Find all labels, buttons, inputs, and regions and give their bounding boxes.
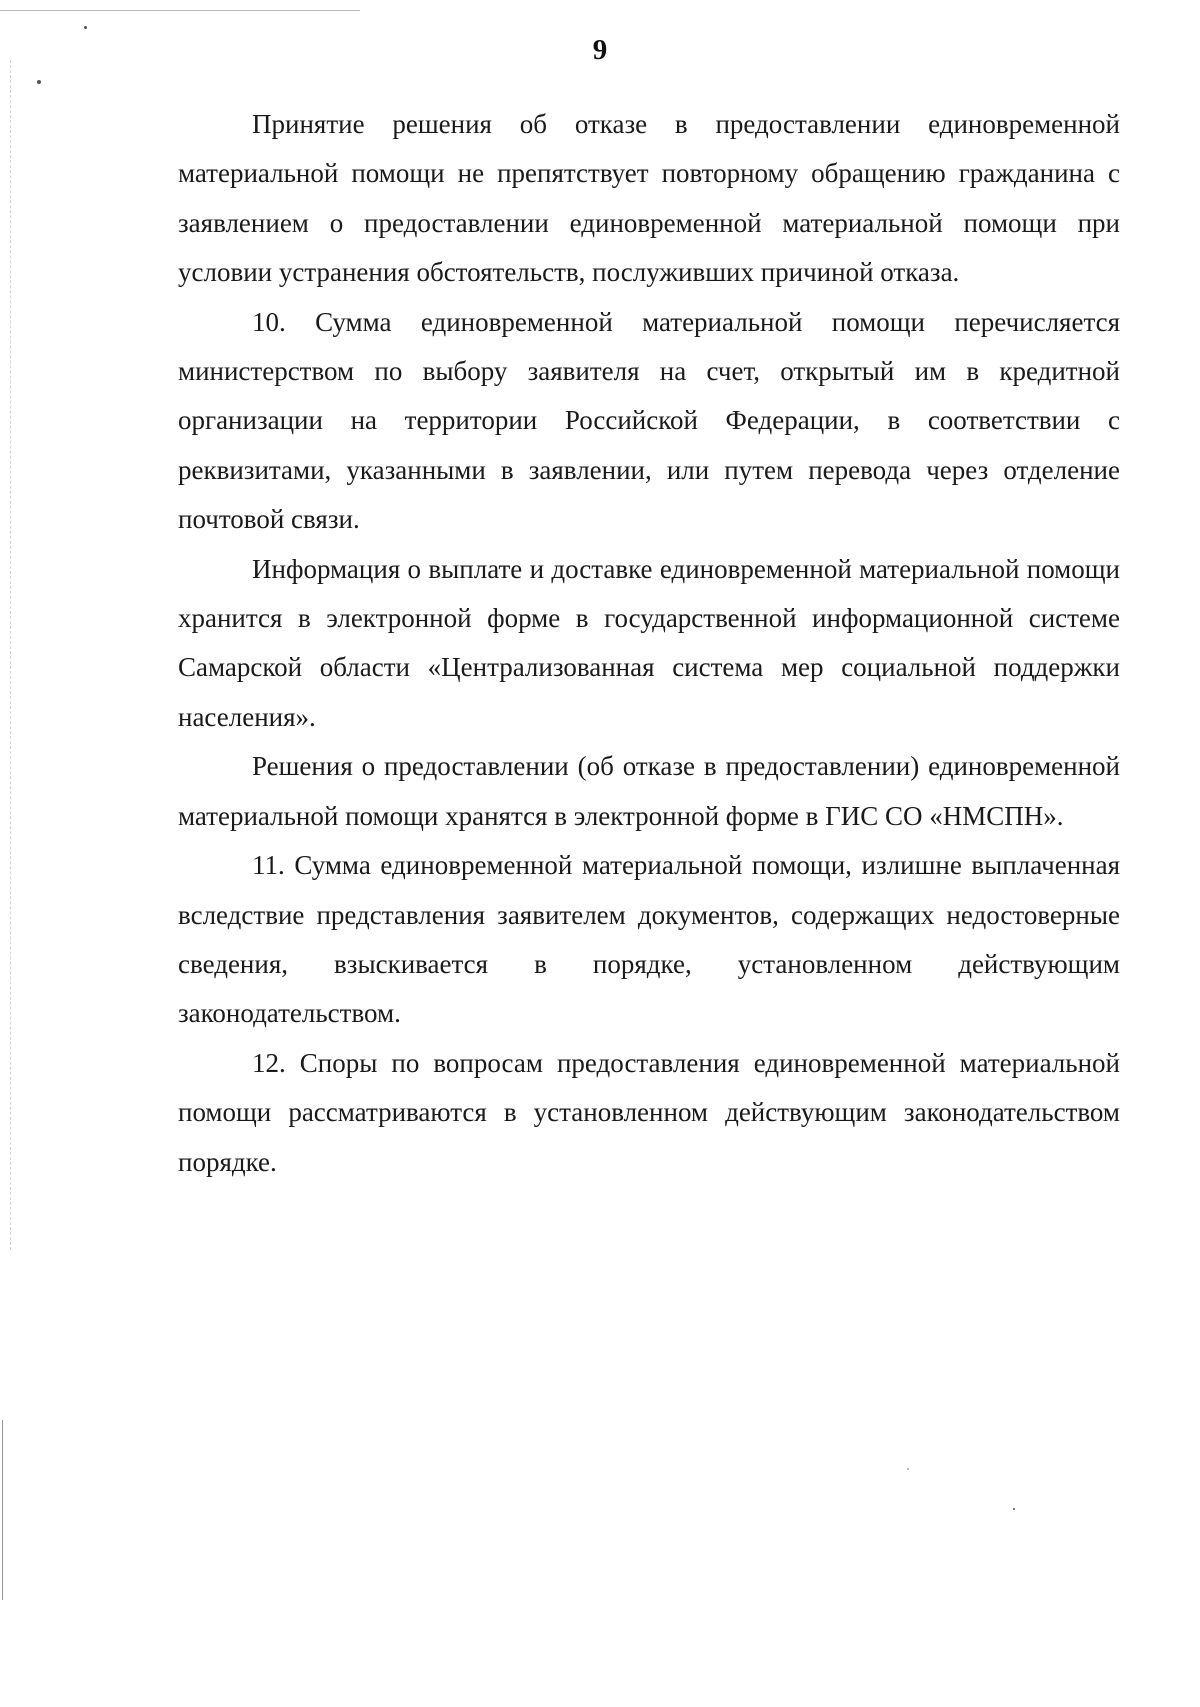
page-number: 9 (592, 34, 608, 66)
scan-speck (1013, 1508, 1015, 1510)
paragraph-11-overpayment-recovery: 11. Сумма единовременной материальной помощи, излишне выплаченная вследствие представления заявителем документов, содержащих недостоверные сведения, взыскивается в порядке, установленном действующим законодательством. (178, 850, 1120, 1029)
paragraph-payment-information-storage: Информация о выплате и доставке единовременной материальной помощи хранится в электронной форме в государственной информационной системе Самарской области «Централизованная система мер социальной поддержки населения». (178, 553, 1120, 732)
paragraph-12-disputes: 12. Споры по вопросам предоставления единовременной материальной помощи рассматриваются в установленном действующим законодательством порядке. (178, 1047, 1120, 1177)
scan-speck (907, 1468, 909, 1470)
scan-left-border-lower (2, 1420, 3, 1600)
paragraph-decisions-storage: Решения о предоставлении (об отказе в предоставлении) единовременной материальной помощи хранятся в электронной форме в ГИС СО «НМСПН». (178, 751, 1120, 831)
paragraph-10-payment-transfer: 10. Сумма единовременной материальной помощи перечисляется министерством по выбору заявителя на счет, открытый им в кредитной организации на территории Российской Федерации, в соответствии с реквизитами, указанными в заявлении, или путем перевода через отделение почтовой связи. (178, 306, 1120, 535)
scan-left-border (10, 60, 11, 1250)
paragraph-refusal-decision: Принятие решения об отказе в предоставлении единовременной материальной помощи не препятствует повторному обращению гражданина с заявлением о предоставлении единовременной материальной помощи при условии устранения обстоятельств, послуживших причиной отказа. (178, 109, 1120, 288)
document-body (178, 100, 1120, 1187)
scan-speck (37, 80, 41, 84)
scan-speck (84, 26, 87, 29)
scan-edge-line (0, 10, 360, 11)
